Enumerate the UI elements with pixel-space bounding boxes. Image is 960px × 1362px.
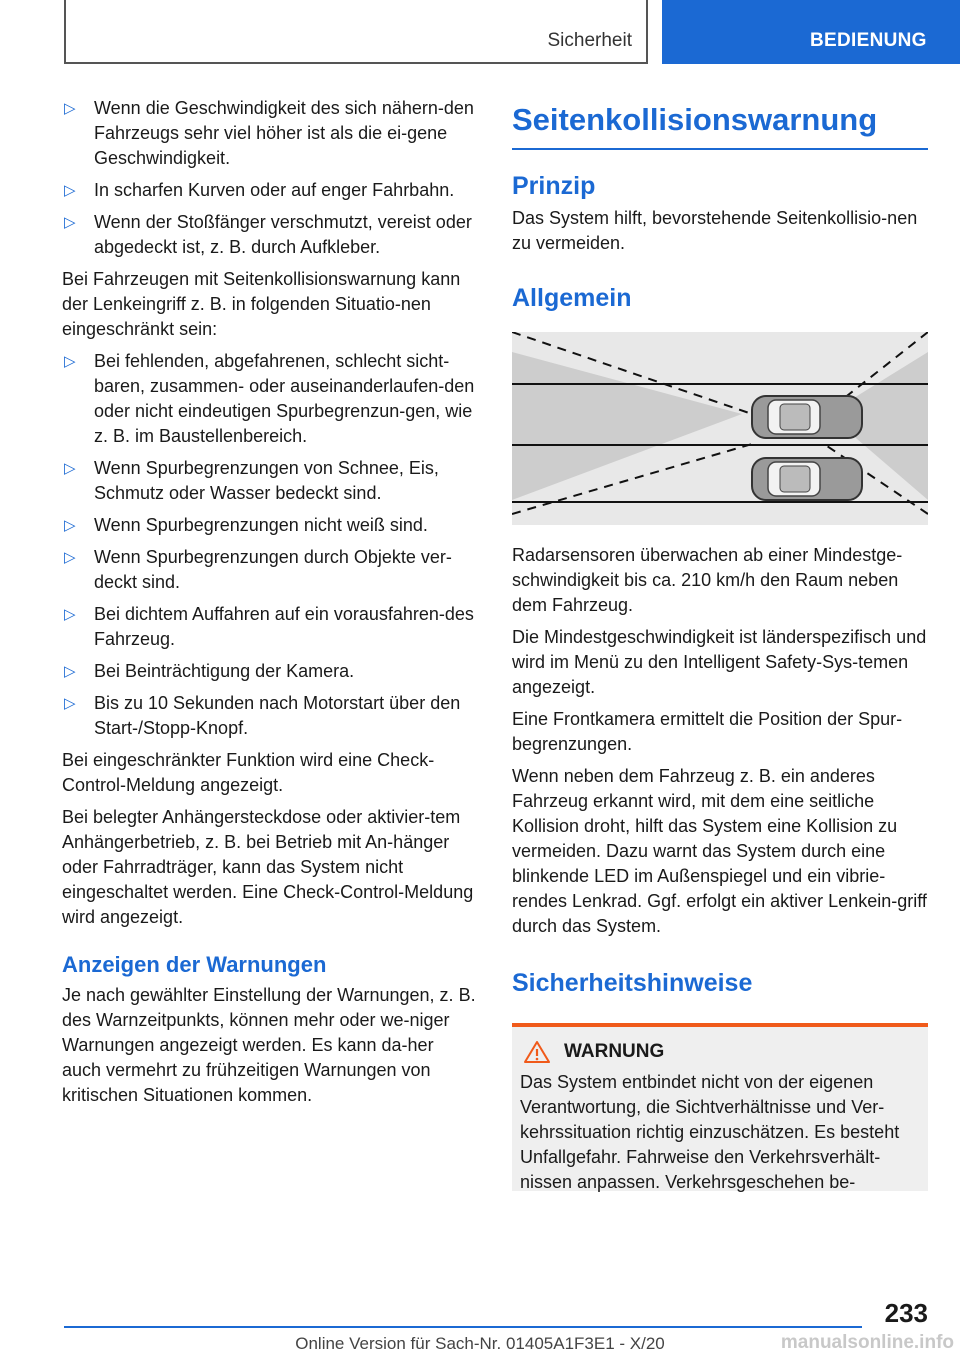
list-item: ▷ Wenn Spurbegrenzungen durch Objekte ver-deckt sind. (64, 547, 452, 592)
bullet-list-conditions (62, 96, 476, 260)
bullet-triangle-icon: ▷ (64, 517, 76, 534)
heading-sicherheitshinweise: Sicherheitshinweise (512, 969, 753, 997)
warning-header (520, 1039, 922, 1064)
bullet-triangle-icon: ▷ (64, 663, 76, 680)
lane-diagram-figure (512, 332, 928, 525)
radar-zone-left (512, 352, 742, 500)
list-item: ▷ In scharfen Kurven oder auf enger Fahrbahn. (62, 178, 476, 203)
warning-title: WARNUNG (564, 1041, 665, 1062)
left-column (62, 96, 476, 1115)
heading-warnings-display: Anzeigen der Warnungen (62, 952, 327, 977)
watermark: manualsonline.info (780, 1332, 954, 1353)
list-item: ▷ Bei dichtem Auffahren auf ein vorausfahren-des Fahrzeug. (64, 604, 474, 649)
paragraph: Eine Frontkamera ermittelt die Position der Spur-begrenzungen. (512, 709, 903, 754)
bullet-triangle-icon: ▷ (64, 182, 76, 199)
warning-box (512, 1023, 928, 1191)
paragraph: Bei belegter Anhängersteckdose oder aktivier-tem Anhängerbetrieb, z. B. bei Betrieb mit An-hänger oder Fahrradträger, kann das System nicht eingeschaltet werden. Eine Check-Control-Meldung wird angezeigt. (62, 807, 474, 927)
warning-text: Das System entbindet nicht von der eigenen Verantwortung, die Sichtverhältnisse und Ver-kehrssituation richtig einzuschätzen. Es besteht Unfallgefahr. Fahrweise den Verkehrsverhält-nissen anpassen. Verkehrsgeschehen be- (520, 1072, 900, 1192)
paragraph: Bei eingeschränkter Funktion wird eine Check-Control-Meldung angezeigt. (62, 750, 435, 795)
list-item: ▷ Bei fehlenden, abgefahrenen, schlecht sicht-baren, zusammen- oder auseinanderlaufen-den oder nicht eindeutigen Spurbegrenzun-gen, wie z. B. im Baustellenbereich. (64, 351, 475, 446)
bullet-triangle-icon: ▷ (64, 606, 76, 623)
chapter-title: BEDIENUNG (810, 30, 927, 51)
bullet-triangle-icon: ▷ (64, 695, 76, 712)
footer-text: Online Version für Sach-Nr. 01405A1F3E1 - X/20 (295, 1334, 665, 1353)
paragraph: Wenn neben dem Fahrzeug z. B. ein anderes Fahrzeug erkannt wird, mit dem eine seitliche Kollision droht, hilft das System eine Kollision zu vermeiden. Dazu warnt das System durch eine blinkende LED im Außenspiegel und ein vibrie-rendes Lenkrad. Ggf. erfolgt ein aktiver Lenkein-griff durch das System. (512, 766, 927, 936)
bullet-list-limitations (62, 349, 476, 741)
car-own-icon (752, 396, 862, 438)
warning-triangle-icon (524, 1040, 550, 1064)
header-chapter-tab (662, 0, 960, 64)
heading-prinzip: Prinzip (512, 172, 596, 200)
paragraph: Je nach gewählter Einstellung der Warnungen, z. B. des Warnzeitpunkts, können mehr oder we-niger Warnungen angezeigt werden. Es kann da-her auch vermehrt zu frühzeitigen Warnungen von kritischen Situationen kommen. (62, 985, 476, 1105)
bullet-triangle-icon: ▷ (64, 214, 76, 231)
list-item: ▷ Wenn der Stoßfänger verschmutzt, vereist oder abgedeckt ist, z. B. durch Aufkleber. (64, 212, 472, 257)
list-item: ▷ Wenn Spurbegrenzungen nicht weiß sind. (62, 513, 476, 538)
page-title: Seitenkollisionswarnung (512, 100, 928, 150)
page-number: 233 (884, 1298, 928, 1328)
car-other-icon (752, 458, 862, 500)
section-title: Sicherheit (547, 30, 632, 51)
paragraph: Das System hilft, bevorstehende Seitenkollisio-nen zu vermeiden. (512, 208, 918, 253)
paragraph: Die Mindestgeschwindigkeit ist länderspezifisch und wird im Menü zu den Intelligent Safety-Sys-temen angezeigt. (512, 627, 927, 697)
lane-diagram (512, 332, 928, 525)
bullet-triangle-icon: ▷ (64, 100, 76, 117)
bullet-triangle-icon: ▷ (64, 549, 76, 566)
list-item: ▷ Wenn Spurbegrenzungen von Schnee, Eis, Schmutz oder Wasser bedeckt sind. (64, 458, 439, 503)
list-item: ▷ Bis zu 10 Sekunden nach Motorstart über den Start-/Stopp-Knopf. (64, 693, 461, 738)
list-item: ▷ Bei Beinträchtigung der Kamera. (62, 659, 476, 684)
heading-allgemein: Allgemein (512, 284, 632, 312)
footer-divider (64, 1326, 862, 1328)
bullet-triangle-icon: ▷ (64, 353, 76, 370)
list-item: ▷ Wenn die Geschwindigkeit des sich nähern-den Fahrzeugs sehr viel höher ist als die ei-gene Geschwindigkeit. (64, 98, 474, 168)
bullet-triangle-icon: ▷ (64, 460, 76, 477)
paragraph: Bei Fahrzeugen mit Seitenkollisionswarnung kann der Lenkeingriff z. B. in folgenden Situatio-nen eingeschränkt sein: (62, 269, 461, 339)
paragraph: Radarsensoren überwachen ab einer Mindestge-schwindigkeit bis ca. 210 km/h den Raum neben dem Fahrzeug. (512, 545, 903, 615)
header-section-tab (64, 0, 648, 64)
right-column (512, 100, 928, 1191)
